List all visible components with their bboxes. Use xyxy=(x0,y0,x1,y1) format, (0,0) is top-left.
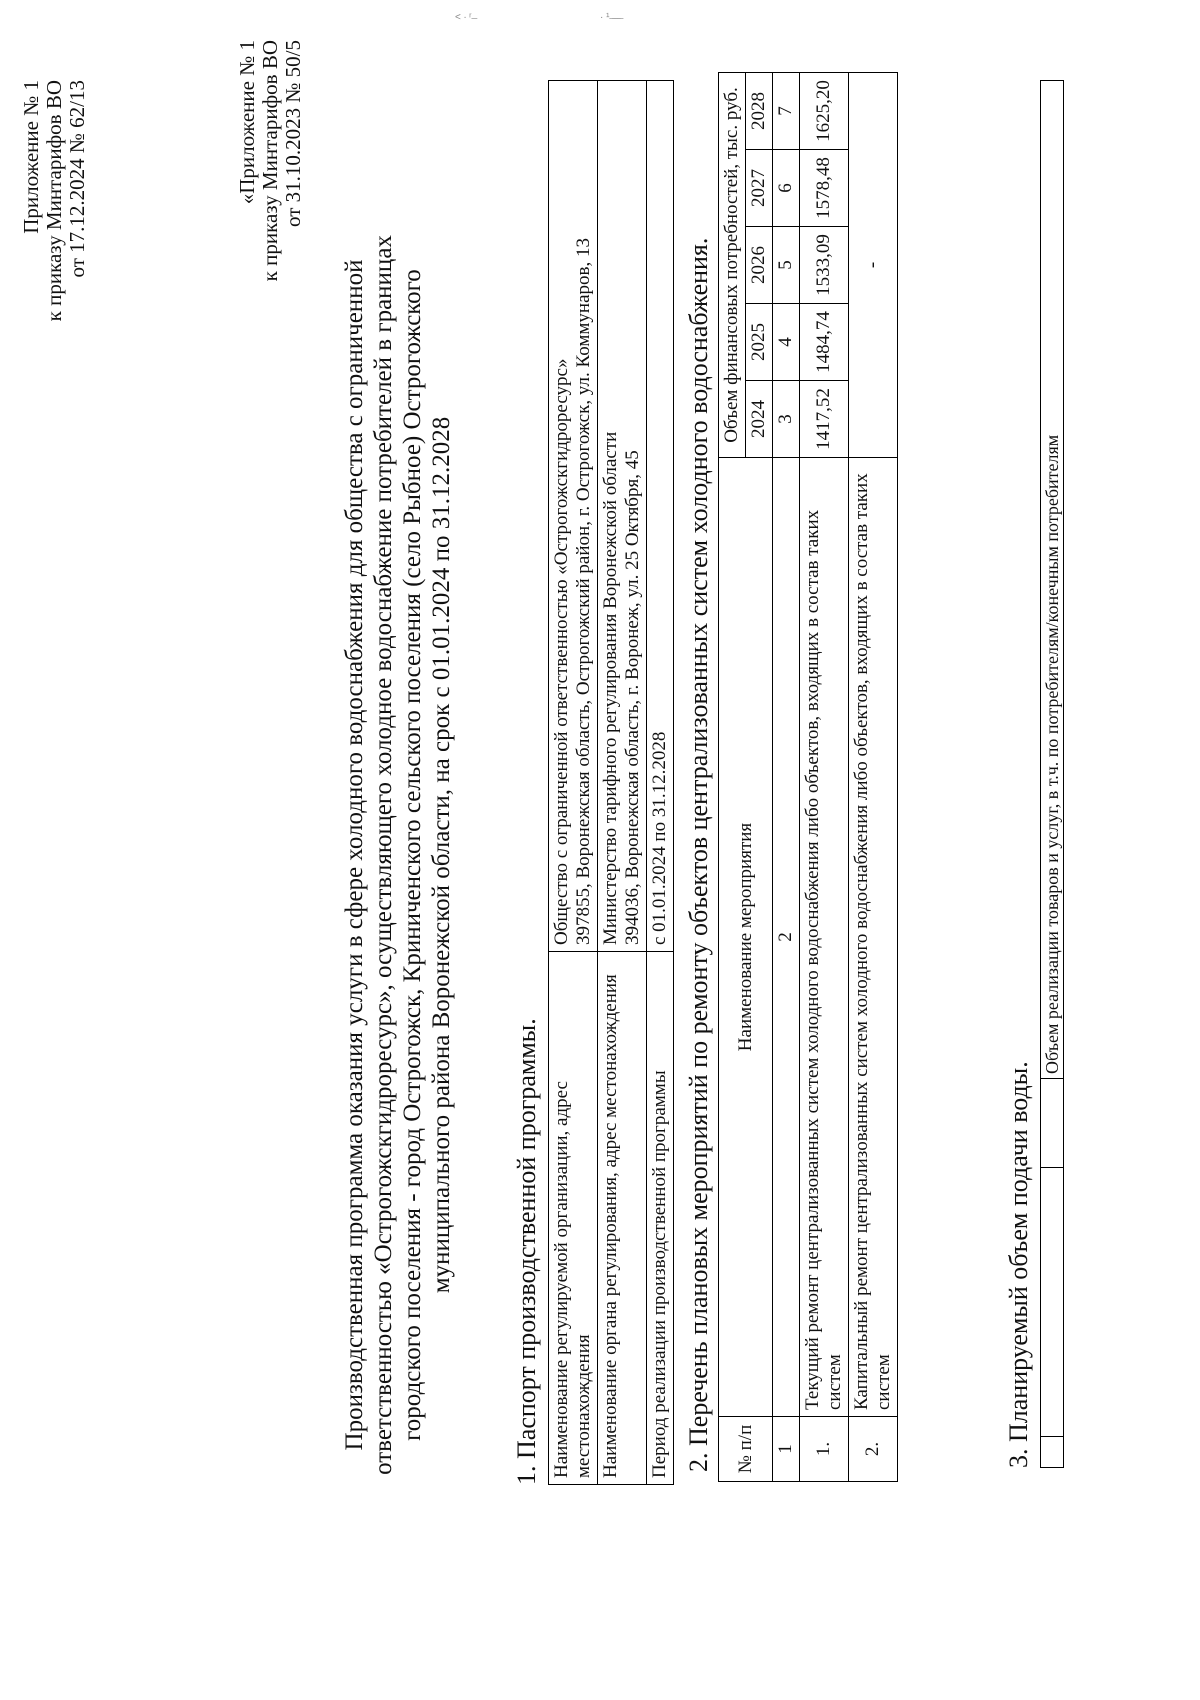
measure-name: Текущий ремонт централизованных систем холодного водоснабжения либо объектов, входящих в состав таких систем xyxy=(800,458,849,1417)
table-header-row xyxy=(1041,81,1064,1468)
index-cell: 5 xyxy=(773,227,800,304)
year-header: 2024 xyxy=(746,381,773,458)
table-index-row xyxy=(773,73,800,1482)
col-finance-header: Объем финансовых потребностей, тыс. руб. xyxy=(719,73,746,458)
passport-value: Министерство тарифного регулирования Воронежской области 394036, Воронежская область, г. Воронеж, ул. 25 Октября, 45 xyxy=(598,81,647,952)
passport-table xyxy=(548,80,674,1485)
finance-value: 1417,52 xyxy=(800,381,849,458)
finance-value: 1625,20 xyxy=(800,73,849,150)
table-row xyxy=(598,81,647,1485)
index-cell: 3 xyxy=(773,381,800,458)
title-line: ответственностью «Острогожскгидроресурс», осуществляющего холодное водоснабжение потребителей в границах xyxy=(370,235,397,1475)
appendix-line: к приказу Минтарифов ВО xyxy=(258,40,282,282)
row-number: 2. xyxy=(849,1417,898,1482)
finance-value-dash: - xyxy=(849,73,898,458)
measure-name: Капитальный ремонт централизованных систем холодного водоснабжения либо объектов, входящих в состав таких систем xyxy=(849,458,898,1417)
volume-table xyxy=(1040,80,1064,1468)
table-row xyxy=(800,73,849,1482)
title-line: городского поселения - город Острогожск, Криниченского сельского поселения (село Рыбное) Острогожского xyxy=(399,269,426,1441)
section3-heading: 3. Планируемый объем подачи воды. xyxy=(1004,1061,1033,1468)
passport-label: Период реализации производственной программы xyxy=(647,952,674,1485)
index-cell: 6 xyxy=(773,150,800,227)
appendix-line: Приложение № 1 xyxy=(19,80,43,234)
appendix-line: от 31.10.2023 № 50/5 xyxy=(281,40,305,228)
program-title xyxy=(340,180,456,1530)
col-name-header: Наименование мероприятия xyxy=(719,458,773,1417)
passport-value: Общество с ограниченной ответственностью «Острогожскгидроресурс» 397855, Воронежская область, Острогожский район, г. Острогожск, ул. Коммунаров, 13 xyxy=(549,81,598,952)
appendix-current xyxy=(20,80,89,321)
index-cell: 4 xyxy=(773,304,800,381)
finance-value: 1484,74 xyxy=(800,304,849,381)
appendix-previous xyxy=(236,40,305,281)
year-header: 2025 xyxy=(746,304,773,381)
passport-value: с 01.01.2024 по 31.12.2028 xyxy=(647,81,674,952)
appendix-line: от 17.12.2024 № 62/13 xyxy=(65,80,89,278)
scan-artifact: ˂ ∙ ʳ ̶ xyxy=(455,12,475,23)
table-row xyxy=(549,81,598,1485)
finance-value: 1578,48 xyxy=(800,150,849,227)
year-header: 2026 xyxy=(746,227,773,304)
finance-value: 1533,09 xyxy=(800,227,849,304)
title-line: Производственная программа оказания услуги в сфере холодного водоснабжения для общества с ограниченной xyxy=(341,259,368,1451)
row-number: 1. xyxy=(800,1417,849,1482)
measures-table xyxy=(718,72,898,1482)
index-cell: 2 xyxy=(773,458,800,1417)
passport-label: Наименование регулируемой организации, адрес местонахождения xyxy=(549,952,598,1485)
scan-artifact: · ¹ ̶ ̶ ̶ ̶ xyxy=(600,12,621,23)
table-cell xyxy=(1041,1079,1064,1168)
year-header: 2027 xyxy=(746,150,773,227)
table-cell xyxy=(1041,1437,1064,1468)
table-row xyxy=(849,73,898,1482)
section1-heading: 1. Паспорт производственной программы. xyxy=(512,1018,541,1485)
passport-label: Наименование органа регулирования, адрес местонахождения xyxy=(598,952,647,1485)
table-cell xyxy=(1041,1168,1064,1437)
title-line: муниципального района Воронежской области, на срок с 01.01.2024 по 31.12.2028 xyxy=(428,416,455,1294)
table-header-row xyxy=(719,73,746,1482)
col-number-header: № п/п xyxy=(719,1417,773,1482)
year-header: 2028 xyxy=(746,73,773,150)
appendix-line: «Приложение № 1 xyxy=(235,40,259,205)
index-cell: 1 xyxy=(773,1417,800,1482)
section2-heading: 2. Перечень плановых мероприятий по ремонту объектов централизованных систем холодного водоснабжения. xyxy=(684,237,713,1472)
appendix-line: к приказу Минтарифов ВО xyxy=(42,80,66,322)
index-cell: 7 xyxy=(773,73,800,150)
volume-col-header: Объем реализации товаров и услуг, в т.ч. по потребителям/конечным потребителям xyxy=(1041,81,1064,1079)
table-row xyxy=(647,81,674,1485)
